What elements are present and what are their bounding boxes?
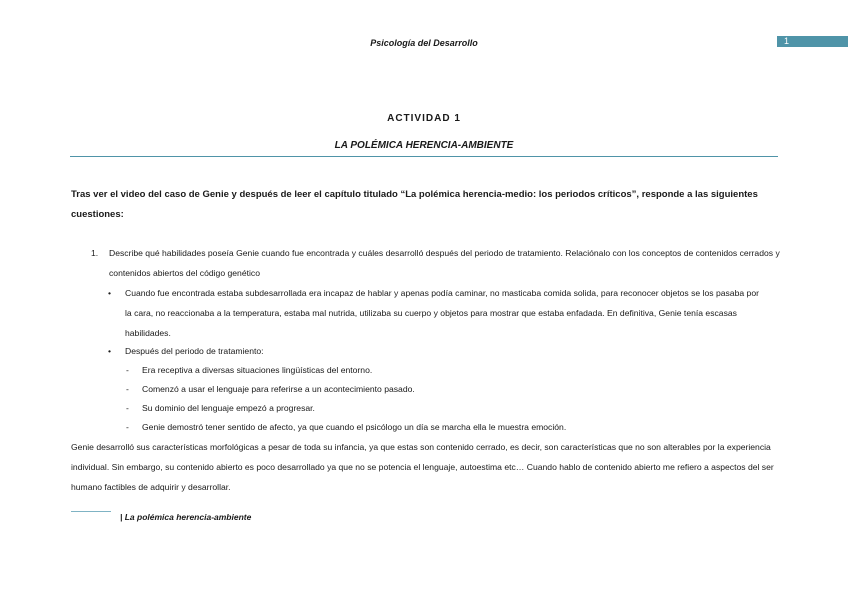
- page-number: 1: [784, 36, 790, 46]
- footer-title: | La polémica herencia-ambiente: [120, 512, 252, 522]
- list-item: [126, 398, 766, 418]
- bullet-mark: •: [108, 346, 112, 356]
- question-1: [91, 243, 781, 283]
- footer-divider: [71, 511, 111, 512]
- page-subtitle: LA POLÉMICA HERENCIA-AMBIENTE: [334, 140, 514, 151]
- dash-mark: -: [126, 403, 129, 413]
- question-text: Describe qué habilidades poseía Genie cuando fue encontrada y cuáles desarrolló después del periodo de tratamiento. Relaciónalo con los conceptos de contenidos cerrados y contenidos abiertos del código genético: [109, 248, 780, 278]
- bullet-mark: •: [108, 288, 112, 298]
- dash-text: Genie demostró tener sentido de afecto, ya que cuando el psicólogo un día se marcha ella le muestra emoción.: [142, 422, 567, 432]
- dash-text: Comenzó a usar el lenguaje para referirse a un acontecimiento pasado.: [142, 384, 415, 394]
- dash-mark: -: [126, 365, 129, 375]
- list-item: [108, 341, 768, 361]
- list-item: [126, 360, 766, 380]
- dash-text: Era receptiva a diversas situaciones lingüísticas del entorno.: [142, 365, 373, 375]
- dash-text: Su dominio del lenguaje empezó a progresar.: [142, 403, 315, 413]
- intro-paragraph: Tras ver el video del caso de Genie y después de leer el capítulo titulado “La polémica herencia-medio: los periodos críticos”, responde a las siguientes cuestiones:: [71, 189, 758, 220]
- running-title: Psicología del Desarrollo: [370, 38, 478, 48]
- dash-mark: -: [126, 422, 129, 432]
- question-number: 1.: [91, 248, 99, 258]
- page-title: ACTIVIDAD 1: [387, 113, 461, 124]
- bullet-text: Cuando fue encontrada estaba subdesarrollada era incapaz de hablar y apenas podía caminar, no masticaba comida solida, para reconocer objetos se los pasaba por la cara, no reaccionaba a la temperatura, estaba mal nutrida, utilizaba su cuerpo y objetos para mostrar que estaba enfadada. En definitiva, Genie tenía escasas habilidades.: [125, 288, 759, 338]
- title-divider: [70, 156, 778, 157]
- bullet-text: Después del periodo de tratamiento:: [125, 346, 264, 356]
- dash-mark: -: [126, 384, 129, 394]
- list-item: [108, 283, 768, 343]
- list-item: [126, 417, 766, 437]
- conclusion-paragraph: Genie desarrolló sus características morfológicas a pesar de toda su infancia, ya que estas son contenido cerrado, es decir, son características que no son alterables por la experiencia individual. Sin embargo, su contenido abierto es poco desarrollado ya que no se potencia el lenguaje, autoestima etc… Cuando hablo de contenido abierto me refiero a aspectos del ser humano factibles de adquirir y desarrollar.: [71, 442, 774, 492]
- list-item: [126, 379, 766, 399]
